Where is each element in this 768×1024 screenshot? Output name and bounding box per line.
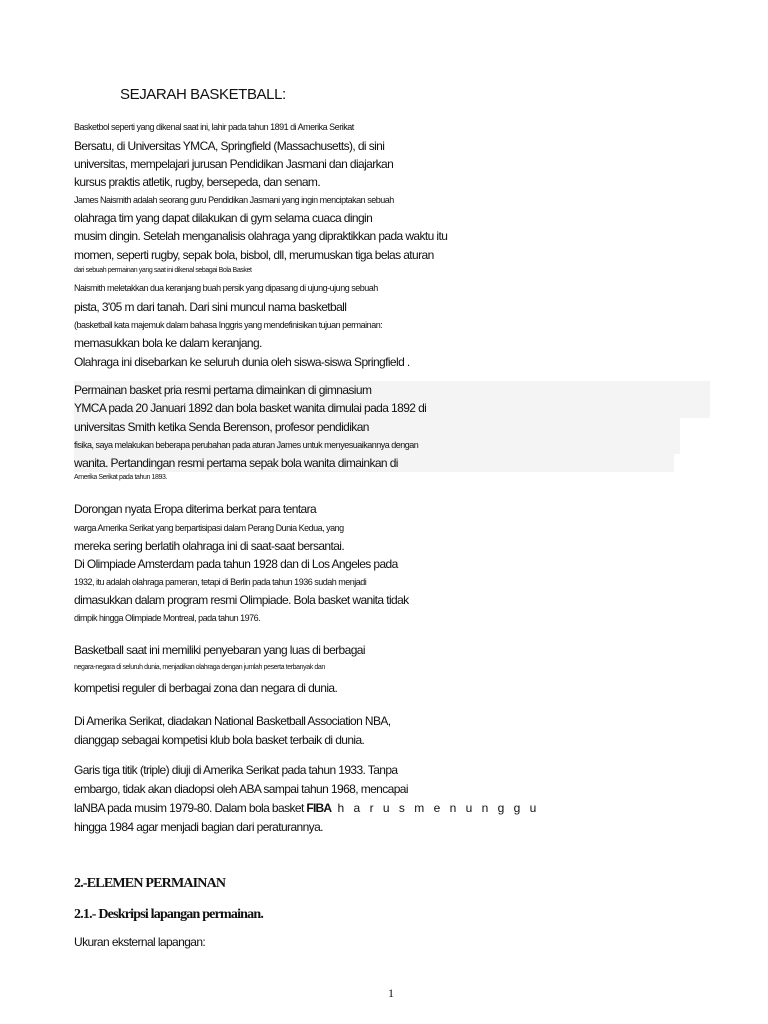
text-line: dianggap sebagai kompetisi klub bola basket terbaik di dunia. [74, 733, 365, 747]
paragraph-history-origin [74, 117, 714, 371]
text-line: (basketball kata majemuk dalam bahasa Inggris yang mendefinisikan tujuan permainan: [74, 320, 383, 330]
text-line: Garis tiga titik (triple) diuji di Amerika Serikat pada tahun 1933. Tanpa [74, 763, 398, 777]
text-line: Di Amerika Serikat, diadakan National Basketball Association NBA, [74, 714, 391, 728]
text-line: olahraga tim yang dapat dilakukan di gym selama cuaca dingin [74, 211, 373, 225]
paragraph-first-games [74, 381, 710, 484]
text-line: Di Olimpiade Amsterdam pada tahun 1928 dan di Los Angeles pada [74, 557, 398, 571]
text-line: Basketbol seperti yang dikenal saat ini, lahir pada tahun 1891 di Amerika Serikat [74, 122, 354, 132]
text-line: 1932, itu adalah olahraga pameran, tetapi di Berlin pada tahun 1936 sudah menjadi [74, 577, 367, 587]
paragraph-current-spread [74, 640, 714, 700]
text-line: Permainan basket pria resmi pertama dimainkan di gimnasium [74, 381, 710, 399]
text-line: Naismith meletakkan dua keranjang buah persik yang dipasang di ujung-ujung sebuah [74, 283, 378, 293]
section-heading: 2.-ELEMEN PERMAINAN [74, 876, 226, 891]
page-number: 1 [388, 986, 394, 1000]
text-line: Basketball saat ini memiliki penyebaran yang luas di berbagai [74, 643, 365, 657]
text-run-bold: FIBA [306, 801, 332, 815]
paragraph-court-size [74, 932, 714, 952]
text-line [74, 799, 714, 818]
text-line: mereka sering berlatih olahraga ini di saat-saat bersantai. [74, 539, 345, 553]
text-line: Olahraga ini disebarkan ke seluruh dunia oleh siswa-siswa Springfield . [74, 355, 410, 369]
text-line: James Naismith adalah seorang guru Pendidikan Jasmani yang ingin menciptakan sebuah [74, 195, 394, 205]
text-line: negara-negara di seluruh dunia, menjadikan olahraga dengan jumlah peserta terbanyak dan [74, 664, 325, 671]
text-line: dimpik hingga Olimpiade Montreal, pada tahun 1976. [74, 613, 261, 623]
paragraph-europe-olympics [74, 500, 714, 627]
paragraph-three-point-line [74, 760, 714, 837]
text-line: universitas Smith ketika Senda Berenson, profesor pendidikan [74, 418, 680, 436]
text-line: wanita. Pertandingan resmi pertama sepak bola wanita dimainkan di [74, 454, 674, 472]
text-line: memasukkan bola ke dalam keranjang. [74, 336, 262, 350]
text-line: fisika, saya melakukan beberapa perubahan pada aturan James untuk menyesuaikannya dengan [74, 436, 680, 454]
text-line: universitas, mempelajari jurusan Pendidikan Jasmani dan diajarkan [74, 157, 394, 171]
document-title: SEJARAH BASKETBALL: [120, 86, 286, 103]
text-line: Ukuran eksternal lapangan: [74, 935, 206, 949]
text-line: warga Amerika Serikat yang berpartisipasi dalam Perang Dunia Kedua, yang [74, 523, 344, 533]
text-line: kompetisi reguler di berbagai zona dan negara di dunia. [74, 681, 338, 695]
text-line: momen, seperti rugby, sepak bola, bisbol, dll, merumuskan tiga belas aturan [74, 248, 434, 262]
text-run: laNBA pada musim 1979-80. Dalam bola basket [74, 801, 307, 815]
text-line: pista, 3'05 m dari tanah. Dari sini muncul nama basketball [74, 300, 347, 314]
text-line: Bersatu, di Universitas YMCA, Springfield (Massachusetts), di sini [74, 139, 385, 153]
text-line: hingga 1984 agar menjadi bagian dari peraturannya. [74, 820, 323, 834]
text-line: dari sebuah permainan yang saat ini dikenal sebagai Bola Basket [74, 267, 252, 274]
text-line: Dorongan nyata Eropa diterima berkat para tentara [74, 502, 317, 516]
paragraph-nba [74, 711, 714, 750]
text-line: musim dingin. Setelah menganalisis olahraga yang dipraktikkan pada waktu itu [74, 229, 448, 243]
text-line: kursus praktis atletik, rugby, bersepeda, dan senam. [74, 175, 321, 189]
text-line: dimasukkan dalam program resmi Olimpiade. Bola basket wanita tidak [74, 593, 409, 607]
subsection-heading: 2.1.- Deskripsi lapangan permainan. [74, 907, 264, 922]
text-line: Amerika Serikat pada tahun 1893. [74, 474, 168, 481]
text-line: embargo, tidak akan diadopsi oleh ABA sampai tahun 1968, mencapai [74, 782, 408, 796]
text-line: YMCA pada 20 Januari 1892 dan bola basket wanita dimulai pada 1892 di [74, 399, 710, 418]
text-run-spaced: h a r u s m e n u n g g u [331, 801, 540, 815]
